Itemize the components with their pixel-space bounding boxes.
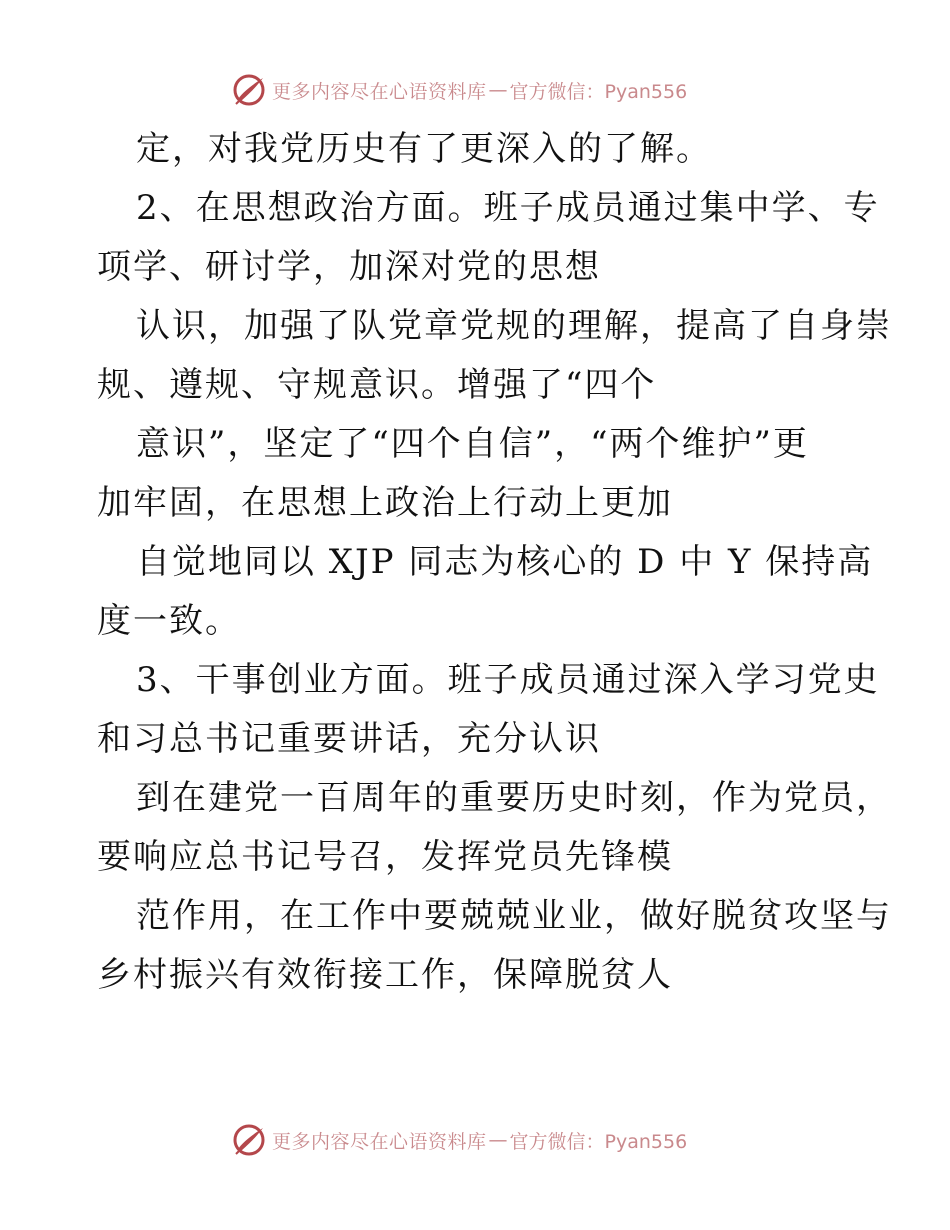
banner-wechat-text: 官方微信：Pyan556 [509, 1130, 688, 1153]
text-line: 范作用，在工作中要兢兢业业，做好脱贫攻坚与 [136, 896, 892, 936]
quill-seal-logo-icon [232, 73, 266, 107]
text-line: 项学、研讨学，加深对党的思想 [97, 247, 601, 287]
banner-site-text: 更多内容尽在心语资料库 [272, 80, 487, 103]
text-line: 到在建党一百周年的重要历史时刻，作为党员， [136, 778, 892, 818]
banner-dash: — [488, 1129, 508, 1151]
banner-site-text: 更多内容尽在心语资料库 [272, 1130, 487, 1153]
text-line: 3、干事创业方面。班子成员通过深入学习党史 [136, 660, 880, 700]
header-banner [232, 70, 687, 110]
text-line: 加牢固，在思想上政治上行动上更加 [97, 483, 673, 523]
text-line: 和习总书记重要讲话，充分认识 [97, 719, 601, 759]
text-line: 自觉地同以 XJP 同志为核心的 D 中 Y 保持高 [136, 542, 874, 582]
text-line: 规、遵规、守规意识。增强了“四个 [97, 365, 657, 405]
text-line: 要响应总书记号召，发挥党员先锋模 [97, 837, 673, 877]
text-line: 定，对我党历史有了更深入的了解。 [136, 129, 712, 169]
text-line: 度一致。 [97, 601, 241, 641]
footer-banner [232, 1120, 687, 1160]
banner-wechat-text: 官方微信：Pyan556 [509, 80, 688, 103]
text-line: 2、在思想政治方面。班子成员通过集中学、专 [136, 188, 880, 228]
text-line: 意识”，坚定了“四个自信”，“两个维护”更 [136, 424, 809, 464]
text-line: 认识，加强了队党章党规的理解，提高了自身崇 [136, 306, 892, 346]
document-body [97, 120, 892, 1005]
text-line: 乡村振兴有效衔接工作，保障脱贫人 [97, 955, 673, 995]
banner-dash: — [488, 79, 508, 101]
quill-seal-logo-icon [232, 1123, 266, 1157]
